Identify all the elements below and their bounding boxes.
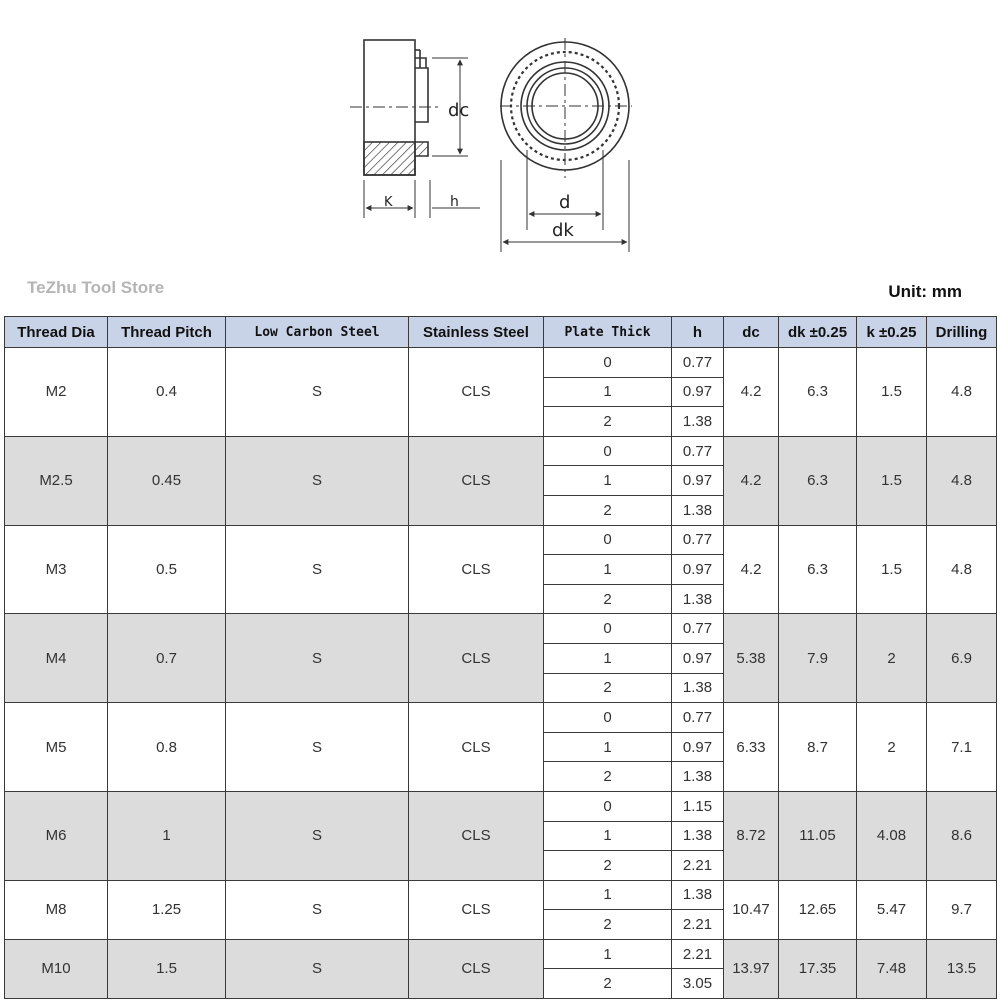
cell-drilling: 4.8 [927, 436, 997, 525]
cell-low-carbon-steel: S [226, 703, 409, 792]
cell-h: 1.38 [672, 880, 724, 910]
cell-dk: 8.7 [779, 703, 857, 792]
cell-plate-thick: 2 [544, 851, 672, 881]
cell-plate-thick: 1 [544, 555, 672, 585]
spec-table [4, 316, 997, 999]
cell-plate-thick: 2 [544, 673, 672, 703]
cell-h: 1.38 [672, 495, 724, 525]
cell-thread-dia: M3 [5, 525, 108, 614]
cell-plate-thick: 1 [544, 821, 672, 851]
cell-dc: 5.38 [724, 614, 779, 703]
cell-stainless-steel: CLS [409, 703, 544, 792]
header-row [5, 317, 997, 348]
cell-h: 0.97 [672, 643, 724, 673]
cell-low-carbon-steel: S [226, 880, 409, 939]
cell-thread-pitch: 0.8 [108, 703, 226, 792]
cell-k: 4.08 [857, 791, 927, 880]
unit-label: Unit: mm [888, 282, 962, 301]
cell-thread-pitch: 1.25 [108, 880, 226, 939]
header-thread-pitch: Thread Pitch [108, 317, 226, 348]
header-stainless-steel: Stainless Steel [409, 317, 544, 348]
cell-low-carbon-steel: S [226, 348, 409, 437]
cell-plate-thick: 0 [544, 525, 672, 555]
cell-k: 1.5 [857, 436, 927, 525]
table-row [5, 614, 997, 644]
header-dc: dc [724, 317, 779, 348]
cell-dk: 6.3 [779, 348, 857, 437]
table-row [5, 703, 997, 733]
cell-k: 7.48 [857, 939, 927, 998]
table-row [5, 436, 997, 466]
cell-drilling: 9.7 [927, 880, 997, 939]
size-group [5, 348, 997, 437]
cell-thread-dia: M8 [5, 880, 108, 939]
header-plate-thick: Plate Thick [544, 317, 672, 348]
cell-low-carbon-steel: S [226, 525, 409, 614]
cell-drilling: 4.8 [927, 525, 997, 614]
cell-h: 1.15 [672, 791, 724, 821]
cell-h: 0.97 [672, 466, 724, 496]
table-row [5, 525, 997, 555]
table-row [5, 880, 997, 910]
cell-plate-thick: 2 [544, 762, 672, 792]
cell-plate-thick: 1 [544, 732, 672, 762]
cell-thread-pitch: 1 [108, 791, 226, 880]
cell-plate-thick: 1 [544, 377, 672, 407]
cell-k: 2 [857, 703, 927, 792]
cell-h: 1.38 [672, 407, 724, 437]
cell-dk: 7.9 [779, 614, 857, 703]
cell-thread-dia: M10 [5, 939, 108, 998]
cell-plate-thick: 0 [544, 791, 672, 821]
cell-drilling: 8.6 [927, 791, 997, 880]
cell-dc: 4.2 [724, 525, 779, 614]
cell-plate-thick: 0 [544, 436, 672, 466]
header-k: k ±0.25 [857, 317, 927, 348]
cell-plate-thick: 0 [544, 614, 672, 644]
label-h: h [450, 194, 459, 210]
cell-drilling: 13.5 [927, 939, 997, 998]
cell-drilling: 4.8 [927, 348, 997, 437]
cell-plate-thick: 2 [544, 495, 672, 525]
cell-stainless-steel: CLS [409, 436, 544, 525]
cell-plate-thick: 0 [544, 348, 672, 378]
cell-k: 5.47 [857, 880, 927, 939]
cell-h: 0.77 [672, 436, 724, 466]
cell-dk: 6.3 [779, 436, 857, 525]
size-group [5, 939, 997, 998]
cell-low-carbon-steel: S [226, 791, 409, 880]
size-group [5, 614, 997, 703]
cell-h: 1.38 [672, 673, 724, 703]
header-dk: dk ±0.25 [779, 317, 857, 348]
size-group [5, 703, 997, 792]
cell-stainless-steel: CLS [409, 939, 544, 998]
size-group [5, 525, 997, 614]
cell-low-carbon-steel: S [226, 614, 409, 703]
table-row [5, 348, 997, 378]
cell-thread-pitch: 0.45 [108, 436, 226, 525]
size-group [5, 880, 997, 939]
size-group [5, 436, 997, 525]
cell-drilling: 7.1 [927, 703, 997, 792]
cell-plate-thick: 1 [544, 643, 672, 673]
cell-low-carbon-steel: S [226, 436, 409, 525]
table-row [5, 791, 997, 821]
header-thread-dia: Thread Dia [5, 317, 108, 348]
cell-dk: 11.05 [779, 791, 857, 880]
cell-thread-pitch: 0.4 [108, 348, 226, 437]
cell-stainless-steel: CLS [409, 348, 544, 437]
cell-stainless-steel: CLS [409, 525, 544, 614]
cell-plate-thick: 1 [544, 466, 672, 496]
cell-thread-dia: M6 [5, 791, 108, 880]
cell-thread-dia: M2 [5, 348, 108, 437]
cell-thread-dia: M2.5 [5, 436, 108, 525]
label-k: K [384, 195, 393, 210]
cell-dk: 12.65 [779, 880, 857, 939]
cell-h: 2.21 [672, 939, 724, 969]
cell-dc: 6.33 [724, 703, 779, 792]
header-low-carbon-steel: Low Carbon Steel [226, 317, 409, 348]
cell-plate-thick: 2 [544, 407, 672, 437]
cell-h: 0.77 [672, 525, 724, 555]
cell-h: 2.21 [672, 910, 724, 940]
cell-h: 2.21 [672, 851, 724, 881]
cell-h: 0.77 [672, 703, 724, 733]
cell-stainless-steel: CLS [409, 614, 544, 703]
cell-thread-dia: M5 [5, 703, 108, 792]
cell-h: 0.97 [672, 377, 724, 407]
nut-technical-drawing [340, 30, 650, 255]
cell-drilling: 6.9 [927, 614, 997, 703]
cell-dk: 17.35 [779, 939, 857, 998]
store-name: TeZhu Tool Store [27, 278, 165, 297]
header-h: h [672, 317, 724, 348]
cell-k: 1.5 [857, 348, 927, 437]
label-dc: dc [448, 100, 470, 121]
cell-thread-pitch: 1.5 [108, 939, 226, 998]
cell-thread-dia: M4 [5, 614, 108, 703]
cell-h: 1.38 [672, 762, 724, 792]
cell-h: 3.05 [672, 969, 724, 999]
header-drilling: Drilling [927, 317, 997, 348]
cell-h: 1.38 [672, 584, 724, 614]
cell-dc: 4.2 [724, 436, 779, 525]
cell-dc: 13.97 [724, 939, 779, 998]
cell-thread-pitch: 0.5 [108, 525, 226, 614]
cell-h: 0.77 [672, 614, 724, 644]
label-d: d [559, 192, 571, 213]
label-dk: dk [552, 220, 574, 241]
cell-dc: 8.72 [724, 791, 779, 880]
cell-dk: 6.3 [779, 525, 857, 614]
cell-plate-thick: 0 [544, 703, 672, 733]
cell-plate-thick: 2 [544, 910, 672, 940]
cell-k: 2 [857, 614, 927, 703]
cell-dc: 4.2 [724, 348, 779, 437]
cell-dc: 10.47 [724, 880, 779, 939]
cell-h: 0.77 [672, 348, 724, 378]
cell-plate-thick: 2 [544, 584, 672, 614]
side-view [350, 40, 480, 218]
cell-stainless-steel: CLS [409, 880, 544, 939]
cell-plate-thick: 2 [544, 969, 672, 999]
cell-thread-pitch: 0.7 [108, 614, 226, 703]
cell-plate-thick: 1 [544, 939, 672, 969]
cell-h: 1.38 [672, 821, 724, 851]
cell-k: 1.5 [857, 525, 927, 614]
cell-low-carbon-steel: S [226, 939, 409, 998]
cell-h: 0.97 [672, 732, 724, 762]
size-group [5, 791, 997, 880]
cell-stainless-steel: CLS [409, 791, 544, 880]
table-row [5, 939, 997, 969]
cell-plate-thick: 1 [544, 880, 672, 910]
cell-h: 0.97 [672, 555, 724, 585]
